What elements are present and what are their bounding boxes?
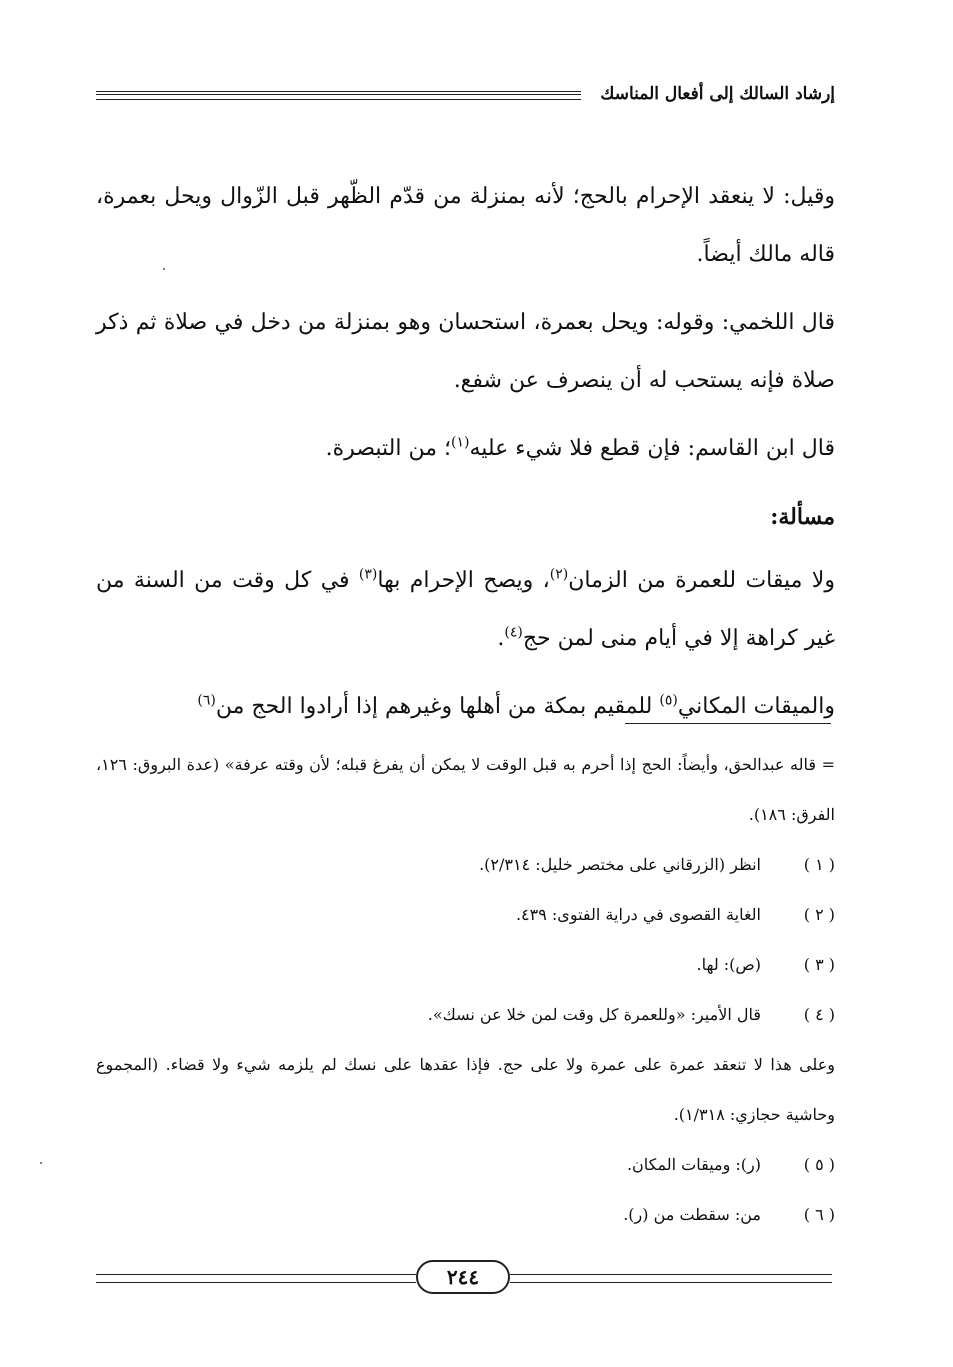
footnote-text: قال الأمير: «وللعمرة كل وقت لمن خلا عن نسك». — [427, 1005, 761, 1024]
footnote-number: ( ٣ ) — [803, 955, 835, 974]
footnote-ref-5: (٥) — [659, 692, 678, 709]
footnote-2 — [96, 890, 835, 940]
footnote-ref-6: (٦) — [197, 692, 216, 709]
paragraph-3 — [96, 420, 835, 478]
footnote-number: ( ٢ ) — [803, 905, 835, 924]
scan-speck — [163, 268, 165, 270]
paragraph-2: قال اللخمي: وقوله: ويحل بعمرة، استحسان وهو بمنزلة من دخل في صلاة ثم ذكر صلاة فإنه يستحب له أن ينصرف عن شفع. — [96, 310, 835, 393]
paragraph-4-text-a: ولا ميقات للعمرة من الزمان — [568, 568, 835, 593]
scan-speck — [40, 1162, 42, 1164]
footnote-ref-4: (٤) — [504, 624, 523, 641]
paragraph-4 — [96, 552, 835, 668]
footnote-5 — [96, 1140, 835, 1190]
paragraph-5 — [96, 678, 835, 736]
footnote-text: (ص): لها. — [696, 955, 761, 974]
main-body-text — [96, 168, 835, 746]
footnote-text: انظر (الزرقاني على مختصر خليل: ٢/٣١٤). — [479, 855, 761, 874]
footnote-ref-2: (٢) — [549, 566, 569, 583]
footnotes-block — [96, 740, 835, 1240]
footnote-number: ( ٦ ) — [803, 1205, 835, 1224]
footnote-separator — [625, 723, 831, 724]
footnote-number: ( ٥ ) — [803, 1155, 835, 1174]
footnote-text: من: سقطت من (ر). — [623, 1205, 761, 1224]
running-header-title: إرشاد السالك إلى أفعال المناسك — [600, 84, 835, 104]
page-number: ٢٤٤ — [416, 1260, 510, 1294]
footnote-1 — [96, 840, 835, 890]
footer-rule-right — [510, 1274, 832, 1283]
footnote-6 — [96, 1190, 835, 1240]
section-heading: مسألة: — [770, 504, 835, 530]
footnote-ref-3: (٣) — [358, 566, 378, 583]
footnote-3 — [96, 940, 835, 990]
footnote-ref-1: (١) — [451, 434, 470, 451]
footnote-number: ( ٤ ) — [803, 1005, 835, 1024]
footnote-text: (ر): وميقات المكان. — [626, 1155, 761, 1174]
paragraph-3-text-b: ؛ من التبصرة. — [325, 436, 451, 461]
paragraph-3-text-a: قال ابن القاسم: فإن قطع فلا شيء عليه — [469, 436, 835, 461]
footnote-4-continuation: وعلى هذا لا تنعقد عمرة على عمرة ولا على حج. فإذا عقدها على نسك لم يلزمه شيء ولا قضاء. (المجموع وحاشية حجازي: ١/٣١٨). — [96, 1055, 835, 1124]
header-double-rule — [96, 91, 581, 100]
paragraph-5-text-b: للمقيم بمكة من أهلها وغيرهم إذا أرادوا الحج من — [215, 694, 660, 719]
footnote-number: ( ١ ) — [803, 855, 835, 874]
footnote-continuation: = قاله عبدالحق، وأيضاً: الحج إذا أحرم به قبل الوقت لا يمكن أن يفرغ قبله؛ لأن وقته عرفة» (عدة البروق: ١٢٦، الفرق: ١٨٦). — [96, 755, 836, 824]
paragraph-5-text-a: والميقات المكاني — [677, 694, 835, 719]
footer-rule-left — [96, 1274, 416, 1283]
paragraph-1: وقيل: لا ينعقد الإحرام بالحج؛ لأنه بمنزلة من قدّم الظّهر قبل الزّوال ويحل بعمرة، قاله مالك أيضاً. — [96, 184, 835, 267]
footnote-text: الغاية القصوى في دراية الفتوى: ٤٣٩. — [515, 905, 761, 924]
paragraph-4-text-c: في كل وقت من السنة من غير كراهة إلا في أيام منى لمن حج — [96, 568, 835, 651]
paragraph-4-text-b: ، ويصح الإحرام بها — [377, 568, 550, 593]
paragraph-4-text-d: . — [497, 626, 505, 651]
footnote-4 — [96, 990, 835, 1040]
